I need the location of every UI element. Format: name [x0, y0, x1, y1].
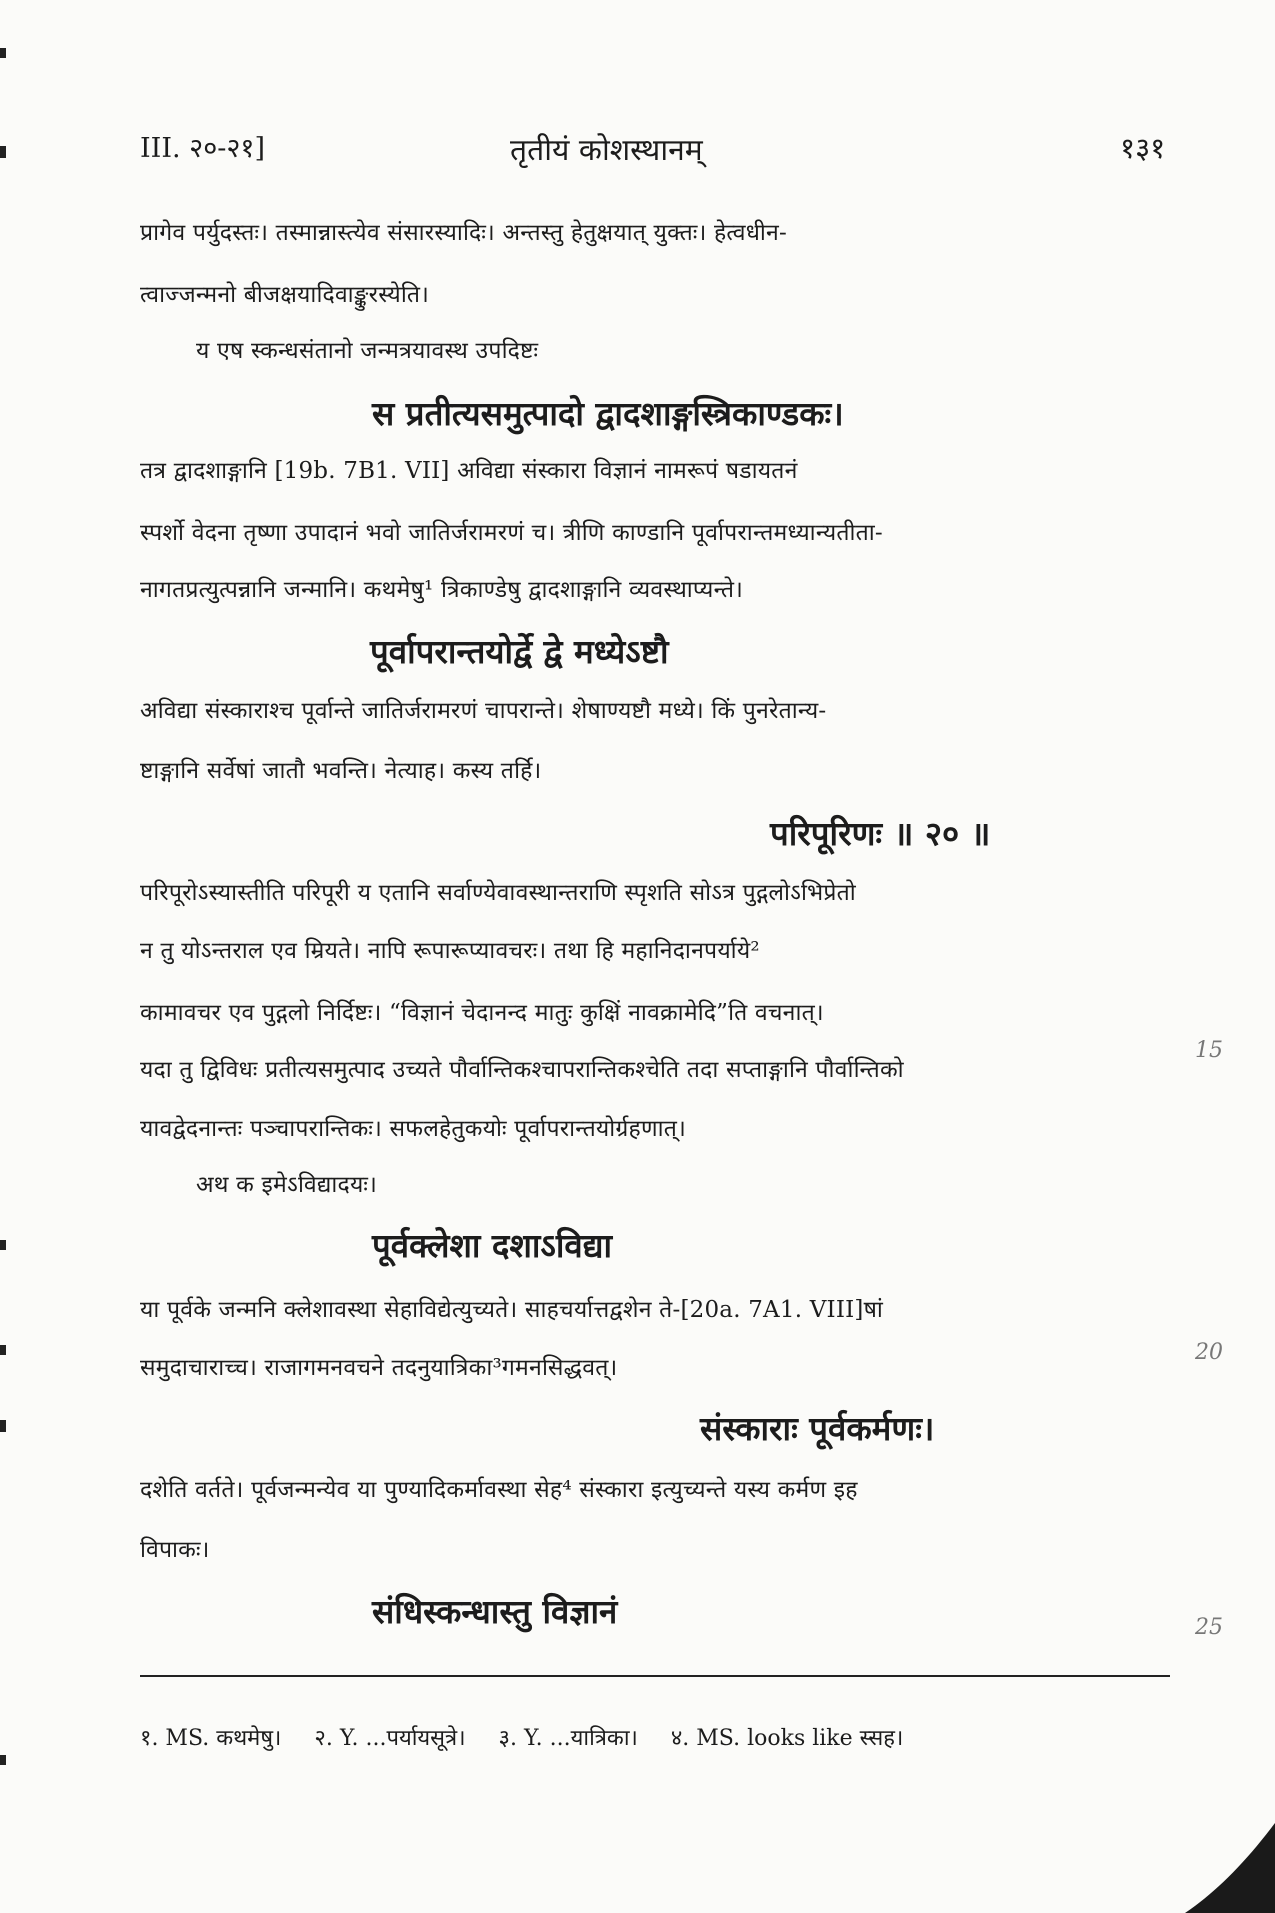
text-line: न तु योऽन्तराल एव म्रियते। नापि रूपारूप्यावचरः। तथा हि महानिदानपर्याये²	[140, 938, 760, 964]
text-line: त्वाज्जन्मनो बीजक्षयादिवाङ्कुरस्येति।	[140, 282, 430, 308]
verse-heading: परिपूरिणः ॥ २० ॥	[770, 814, 991, 853]
text-line: समुदाचाराच्च। राजागमनवचने तदनुयात्रिका³गमनसिद्धवत्।	[140, 1355, 618, 1381]
scan-edge-mark	[0, 1345, 6, 1355]
verse-heading: स प्रतीत्यसमुत्पादो द्वादशाङ्गस्त्रिकाण्डकः।	[372, 394, 844, 433]
margin-line-number: 20	[1195, 1340, 1223, 1365]
scan-edge-mark	[0, 1240, 6, 1250]
text-line: प्रागेव पर्युदस्तः। तस्मान्नास्त्येव संसारस्यादिः। अन्तस्तु हेतुक्षयात् युक्तः। हेत्वधीन-	[140, 220, 787, 246]
footnote: ३. Y. ...यात्रिका।	[498, 1726, 638, 1751]
text-line: अथ क इमेऽविद्यादयः।	[196, 1172, 378, 1198]
text-line: विपाकः।	[140, 1537, 210, 1563]
text-line: तत्र द्वादशाङ्गानि [19b. 7B1. VII] अविद्या संस्कारा विज्ञानं नामरूपं षडायतनं	[140, 458, 798, 484]
footnote-rule	[140, 1675, 1170, 1677]
text-line: यावद्वेदनान्तः पञ्चापरान्तिकः। सफलहेतुकयोः पूर्वापरान्तयोर्ग्रहणात्।	[140, 1116, 686, 1142]
margin-line-number: 25	[1195, 1615, 1223, 1640]
running-header-left: III. २०-२१]	[140, 133, 265, 164]
scan-edge-mark	[0, 146, 6, 158]
text-line: अविद्या संस्काराश्च पूर्वान्ते जातिर्जरामरणं चापरान्ते। शेषाण्यष्टौ मध्ये। किं पुनरेतान्य-	[140, 698, 827, 724]
footnote: २. Y. ...पर्यायसूत्रे।	[314, 1726, 466, 1751]
text-line: स्पर्शो वेदना तृष्णा उपादानं भवो जातिर्जरामरणं च। त्रीणि काण्डानि पूर्वापरान्तमध्यान्यतीता-	[140, 520, 883, 546]
text-line: कामावचर एव पुद्गलो निर्दिष्टः। “विज्ञानं चेदानन्द मातुः कुक्षिं नावक्रामेदि”ति वचनात्।	[140, 1000, 824, 1026]
margin-line-number: 15	[1195, 1038, 1223, 1063]
scan-edge-mark	[0, 48, 6, 58]
text-line: दशेति वर्तते। पूर्वजन्मन्येव या पुण्यादिकर्मावस्था सेह⁴ संस्कारा इत्युच्यन्ते यस्य कर्मण इह	[140, 1477, 858, 1503]
text-line: ष्टाङ्गानि सर्वेषां जातौ भवन्ति। नेत्याह। कस्य तर्हि।	[140, 758, 542, 784]
footnote: ४. MS. looks like स्सह।	[670, 1726, 904, 1751]
text-line: नागतप्रत्युत्पन्नानि जन्मानि। कथमेषु¹ त्रिकाण्डेषु द्वादशाङ्गानि व्यवस्थाप्यन्ते।	[140, 577, 744, 603]
text-line: य एष स्कन्धसंतानो जन्मत्रयावस्थ उपदिष्टः	[196, 338, 539, 364]
text-line: परिपूरोऽस्यास्तीति परिपूरी य एतानि सर्वाण्येवावस्थान्तराणि स्पृशति सोऽत्र पुद्गलोऽभिप्रेतो	[140, 880, 856, 906]
running-header-title: तृतीयं कोशस्थानम्	[510, 133, 703, 168]
scan-edge-mark	[0, 1420, 6, 1432]
page-number: १३१	[1120, 131, 1166, 165]
verse-heading: संधिस्कन्धास्तु विज्ञानं	[372, 1592, 618, 1631]
footnote: १. MS. कथमेषु।	[140, 1726, 282, 1751]
text-line: यदा तु द्विविधः प्रतीत्यसमुत्पाद उच्यते पौर्वान्तिकश्चापरान्तिकश्चेति तदा सप्ताङ्गानि पौर्वान्तिको	[140, 1057, 904, 1083]
footnotes	[140, 1722, 929, 1752]
text-line: या पूर्वके जन्मनि क्लेशावस्था सेहाविद्येत्युच्यते। साहचर्यात्तद्वशेन ते-[20a. 7A1. VIII]षां	[140, 1297, 884, 1323]
verse-heading: पूर्वक्लेशा दशाऽविद्या	[372, 1226, 613, 1265]
corner-stain	[1165, 1823, 1275, 1913]
verse-heading: पूर्वापरान्तयोर्द्वे द्वे मध्येऽष्टौ	[370, 632, 669, 671]
verse-heading: संस्काराः पूर्वकर्मणः।	[700, 1409, 935, 1448]
scan-edge-mark	[0, 1755, 6, 1765]
